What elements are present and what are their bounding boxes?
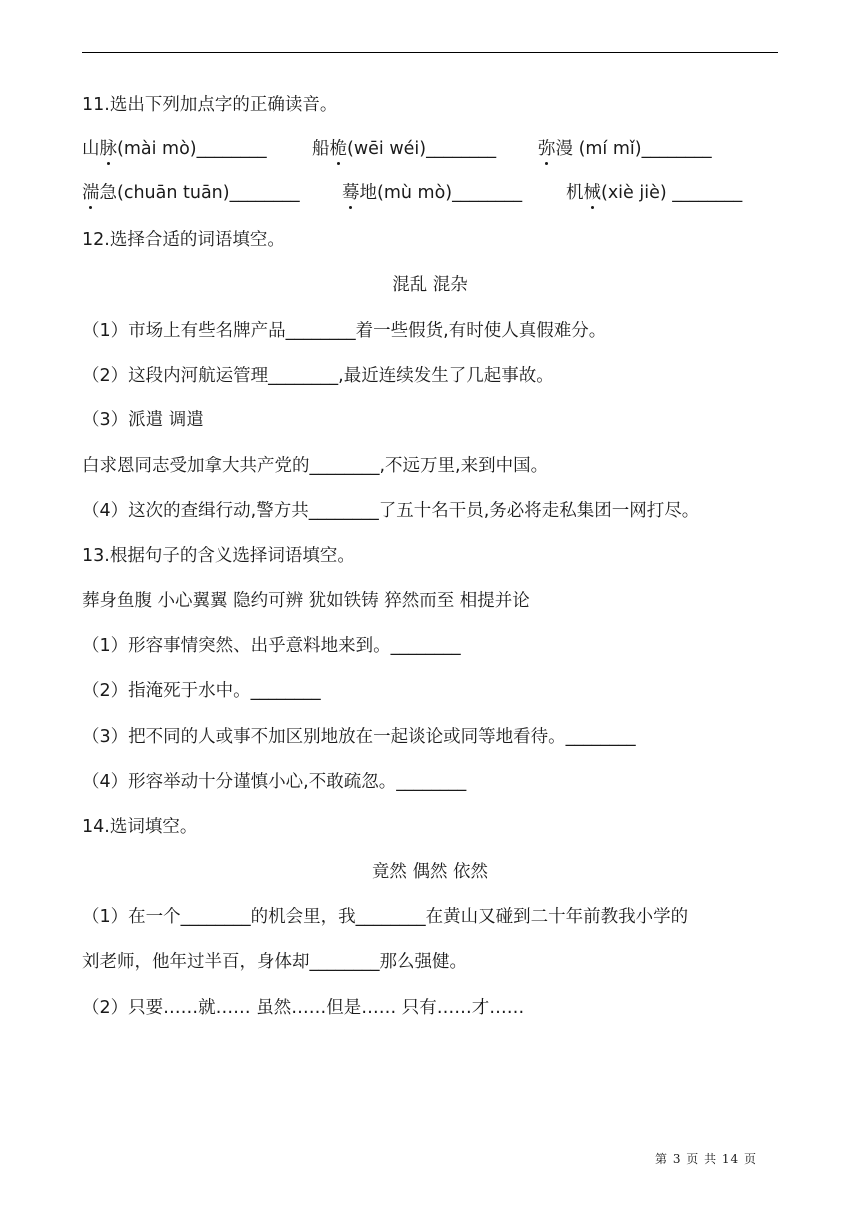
header-rule <box>82 52 778 53</box>
q13-options: 葬身鱼腹 小心翼翼 隐约可辨 犹如铁铸 猝然而至 相提并论 <box>82 591 530 611</box>
q12-title: 12.选择合适的词语填空。 <box>82 230 285 250</box>
q11-title: 11.选出下列加点字的正确读音。 <box>82 95 338 115</box>
q11-item-2: 船桅(wēi wéi)________ <box>312 139 497 159</box>
dotted-char: 湍 <box>82 183 100 203</box>
q11-item-3: 弥漫 (mí mǐ)________ <box>538 139 712 159</box>
q13-title: 13.根据句子的含义选择词语填空。 <box>82 546 355 566</box>
q12-item-2: （2）这段内河航运管理________,最近连续发生了几起事故。 <box>82 366 554 386</box>
q12-item-1: （1）市场上有些名牌产品________着一些假货,有时使人真假难分。 <box>82 321 607 341</box>
dotted-char: 械 <box>583 183 601 203</box>
q11-item-6: 机械(xiè jiè) ________ <box>566 183 743 203</box>
dotted-char: 脉 <box>99 139 117 159</box>
q14-options: 竟然 偶然 依然 <box>371 862 489 882</box>
q12-options: 混乱 混杂 <box>392 275 468 295</box>
q14-title: 14.选词填空。 <box>82 817 198 837</box>
dotted-char: 桅 <box>329 139 347 159</box>
q13-item-2: （2）指淹死于水中。________ <box>82 681 321 701</box>
q11-item-5: 蓦地(mù mò)________ <box>342 183 523 203</box>
dotted-char: 弥 <box>538 139 556 159</box>
q13-item-1: （1）形容事情突然、出乎意料地来到。________ <box>82 636 461 656</box>
q14-item-1-cont: 刘老师，他年过半百，身体却________那么强健。 <box>82 952 467 972</box>
q14-item-2: （2）只要……就…… 虽然……但是…… 只有……才…… <box>82 998 525 1018</box>
q13-item-3: （3）把不同的人或事不加区别地放在一起谈论或同等地看待。________ <box>82 727 636 747</box>
dotted-char: 蓦 <box>342 183 360 203</box>
q12-item-3-sentence: 白求恩同志受加拿大共产党的________,不远万里,来到中国。 <box>82 456 549 476</box>
q11-item-1: 山脉(mài mò)________ <box>82 139 267 159</box>
q11-item-4: 湍急(chuān tuān)________ <box>82 183 300 203</box>
page-number: 第 3 页 共 14 页 <box>655 1152 757 1166</box>
q12-item-4: （4）这次的查缉行动,警方共________了五十名干员,务必将走私集团一网打尽。 <box>82 501 700 521</box>
q13-item-4: （4）形容举动十分谨慎小心,不敢疏忽。________ <box>82 772 467 792</box>
q14-item-1: （1）在一个________的机会里，我________在黄山又碰到二十年前教我小学的 <box>82 907 689 927</box>
q12-item-3: （3）派遣 调遣 <box>82 410 204 430</box>
